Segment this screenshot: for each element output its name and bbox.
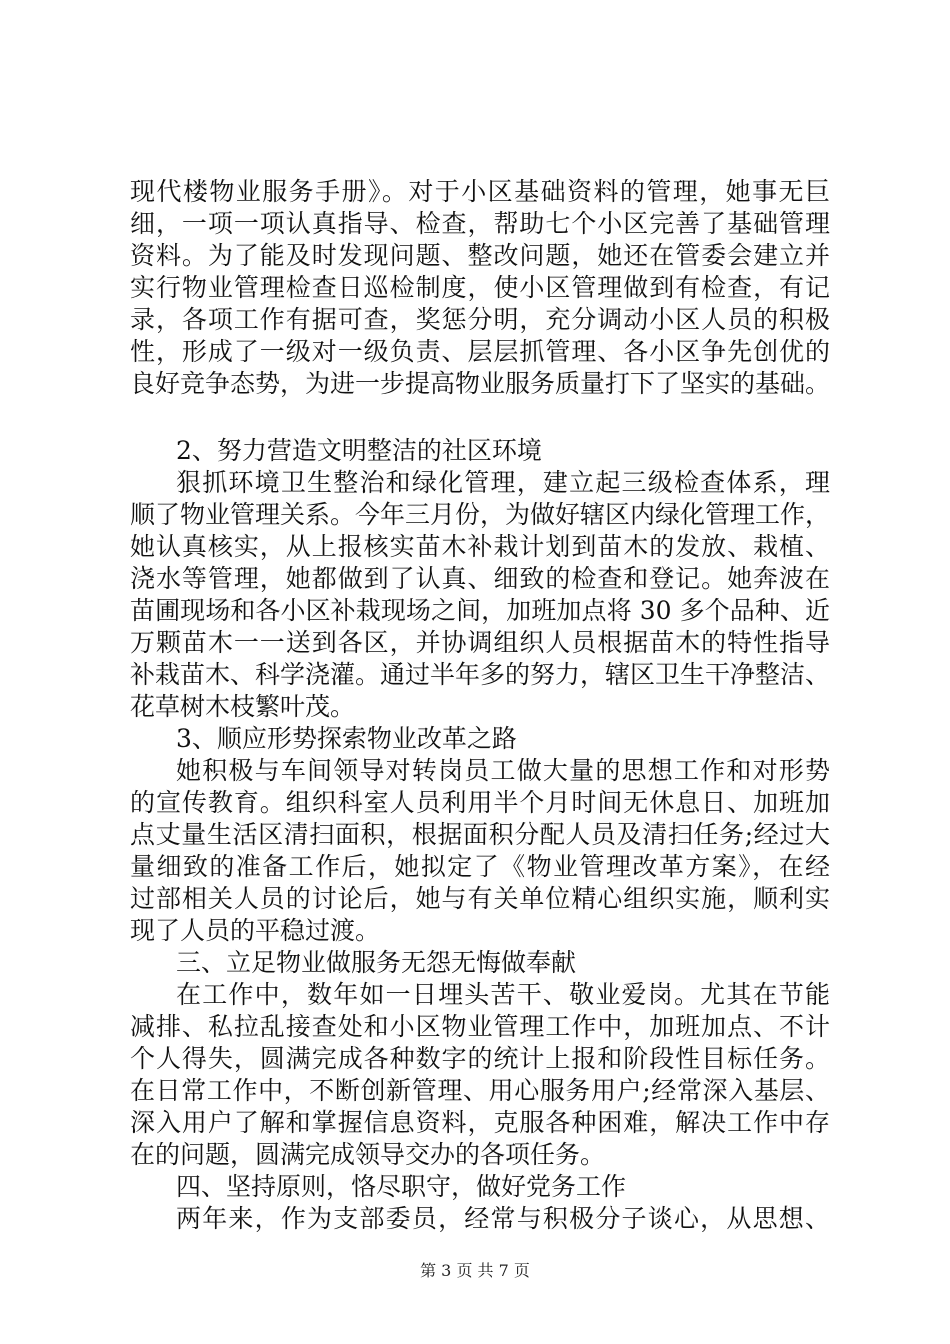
text-line: 深入用户了解和掌握信息资料，克服各种困难，解决工作中存 <box>130 1108 830 1137</box>
paragraph-service <box>130 979 830 1171</box>
text-line: 两年来，作为支部委员，经常与积极分子谈心，从思想、 <box>176 1204 830 1233</box>
text-line: 万颗苗木一一送到各区，并协调组织人员根据苗木的特性指导 <box>130 628 830 657</box>
text-line: 性，形成了一级对一级负责、层层抓管理、各小区争先创优的 <box>130 337 830 366</box>
page-footer: 第 3 页 共 7 页 <box>420 1261 530 1280</box>
text-line: 实行物业管理检查日巡检制度，使小区管理做到有检查，有记 <box>130 273 830 302</box>
text-line: 在的问题，圆满完成领导交办的各项任务。 <box>130 1140 606 1169</box>
text-line: 过部相关人员的讨论后，她与有关单位精心组织实施，顺利实 <box>130 884 830 913</box>
text-line: 良好竞争态势，为进一步提高物业服务质量打下了坚实的基础。 <box>130 369 831 398</box>
heading-part-three <box>130 947 830 979</box>
text-line: 花草树木枝繁叶茂。 <box>130 692 356 721</box>
text-line: 现了人员的平稳过渡。 <box>130 916 381 945</box>
text-line: 的宣传教育。组织科室人员利用半个月时间无休息日、加班加 <box>130 788 830 817</box>
paragraph-party-work <box>130 1203 830 1235</box>
paragraph-reform <box>130 755 830 947</box>
text-line: 苗圃现场和各小区补栽现场之间，加班加点将 30 多个品种、近 <box>130 596 830 625</box>
text-line: 3、顺应形势探索物业改革之路 <box>176 724 517 753</box>
text-line: 现代楼物业服务手册》。对于小区基础资料的管理，她事无巨 <box>130 177 830 206</box>
text-line: 量细致的准备工作后，她拟定了《物业管理改革方案》，在经 <box>130 852 830 881</box>
text-line: 细，一项一项认真指导、检查，帮助七个小区完善了基础管理 <box>130 209 830 238</box>
text-line: 个人得失，圆满完成各种数字的统计上报和阶段性目标任务。 <box>130 1044 830 1073</box>
text-line: 点丈量生活区清扫面积，根据面积分配人员及清扫任务;经过大 <box>130 820 830 849</box>
heading-section-3 <box>130 723 830 755</box>
text-line: 三、立足物业做服务无怨无悔做奉献 <box>176 948 577 977</box>
heading-part-four <box>130 1171 830 1203</box>
text-line: 浇水等管理，她都做到了认真、细致的检查和登记。她奔波在 <box>130 564 830 593</box>
paragraph-gap <box>130 400 830 435</box>
document-body <box>130 176 830 1235</box>
text-line: 狠抓环境卫生整治和绿化管理，建立起三级检查体系，理 <box>176 468 830 497</box>
paragraph-environment <box>130 467 830 723</box>
text-line: 录，各项工作有据可查，奖惩分明，充分调动小区人员的积极 <box>130 305 830 334</box>
text-line: 补栽苗木、科学浇灌。通过半年多的努力，辖区卫生干净整洁、 <box>130 660 831 689</box>
text-line: 减排、私拉乱接查处和小区物业管理工作中，加班加点、不计 <box>130 1012 830 1041</box>
text-line: 她积极与车间领导对转岗员工做大量的思想工作和对形势 <box>176 756 830 785</box>
text-line: 她认真核实，从上报核实苗木补栽计划到苗木的发放、栽植、 <box>130 532 830 561</box>
text-line: 四、坚持原则，恪尽职守，做好党务工作 <box>176 1172 627 1201</box>
text-line: 在工作中，数年如一日埋头苦干、敬业爱岗。尤其在节能 <box>176 980 830 1009</box>
text-line: 顺了物业管理关系。今年三月份，为做好辖区内绿化管理工作， <box>130 500 831 529</box>
text-line: 2、努力营造文明整洁的社区环境 <box>176 436 542 465</box>
heading-section-2 <box>130 435 830 467</box>
text-line: 资料。为了能及时发现问题、整改问题，她还在管委会建立并 <box>130 241 830 270</box>
paragraph-basic-data <box>130 176 830 400</box>
text-line: 在日常工作中，不断创新管理、用心服务用户;经常深入基层、 <box>130 1076 830 1105</box>
